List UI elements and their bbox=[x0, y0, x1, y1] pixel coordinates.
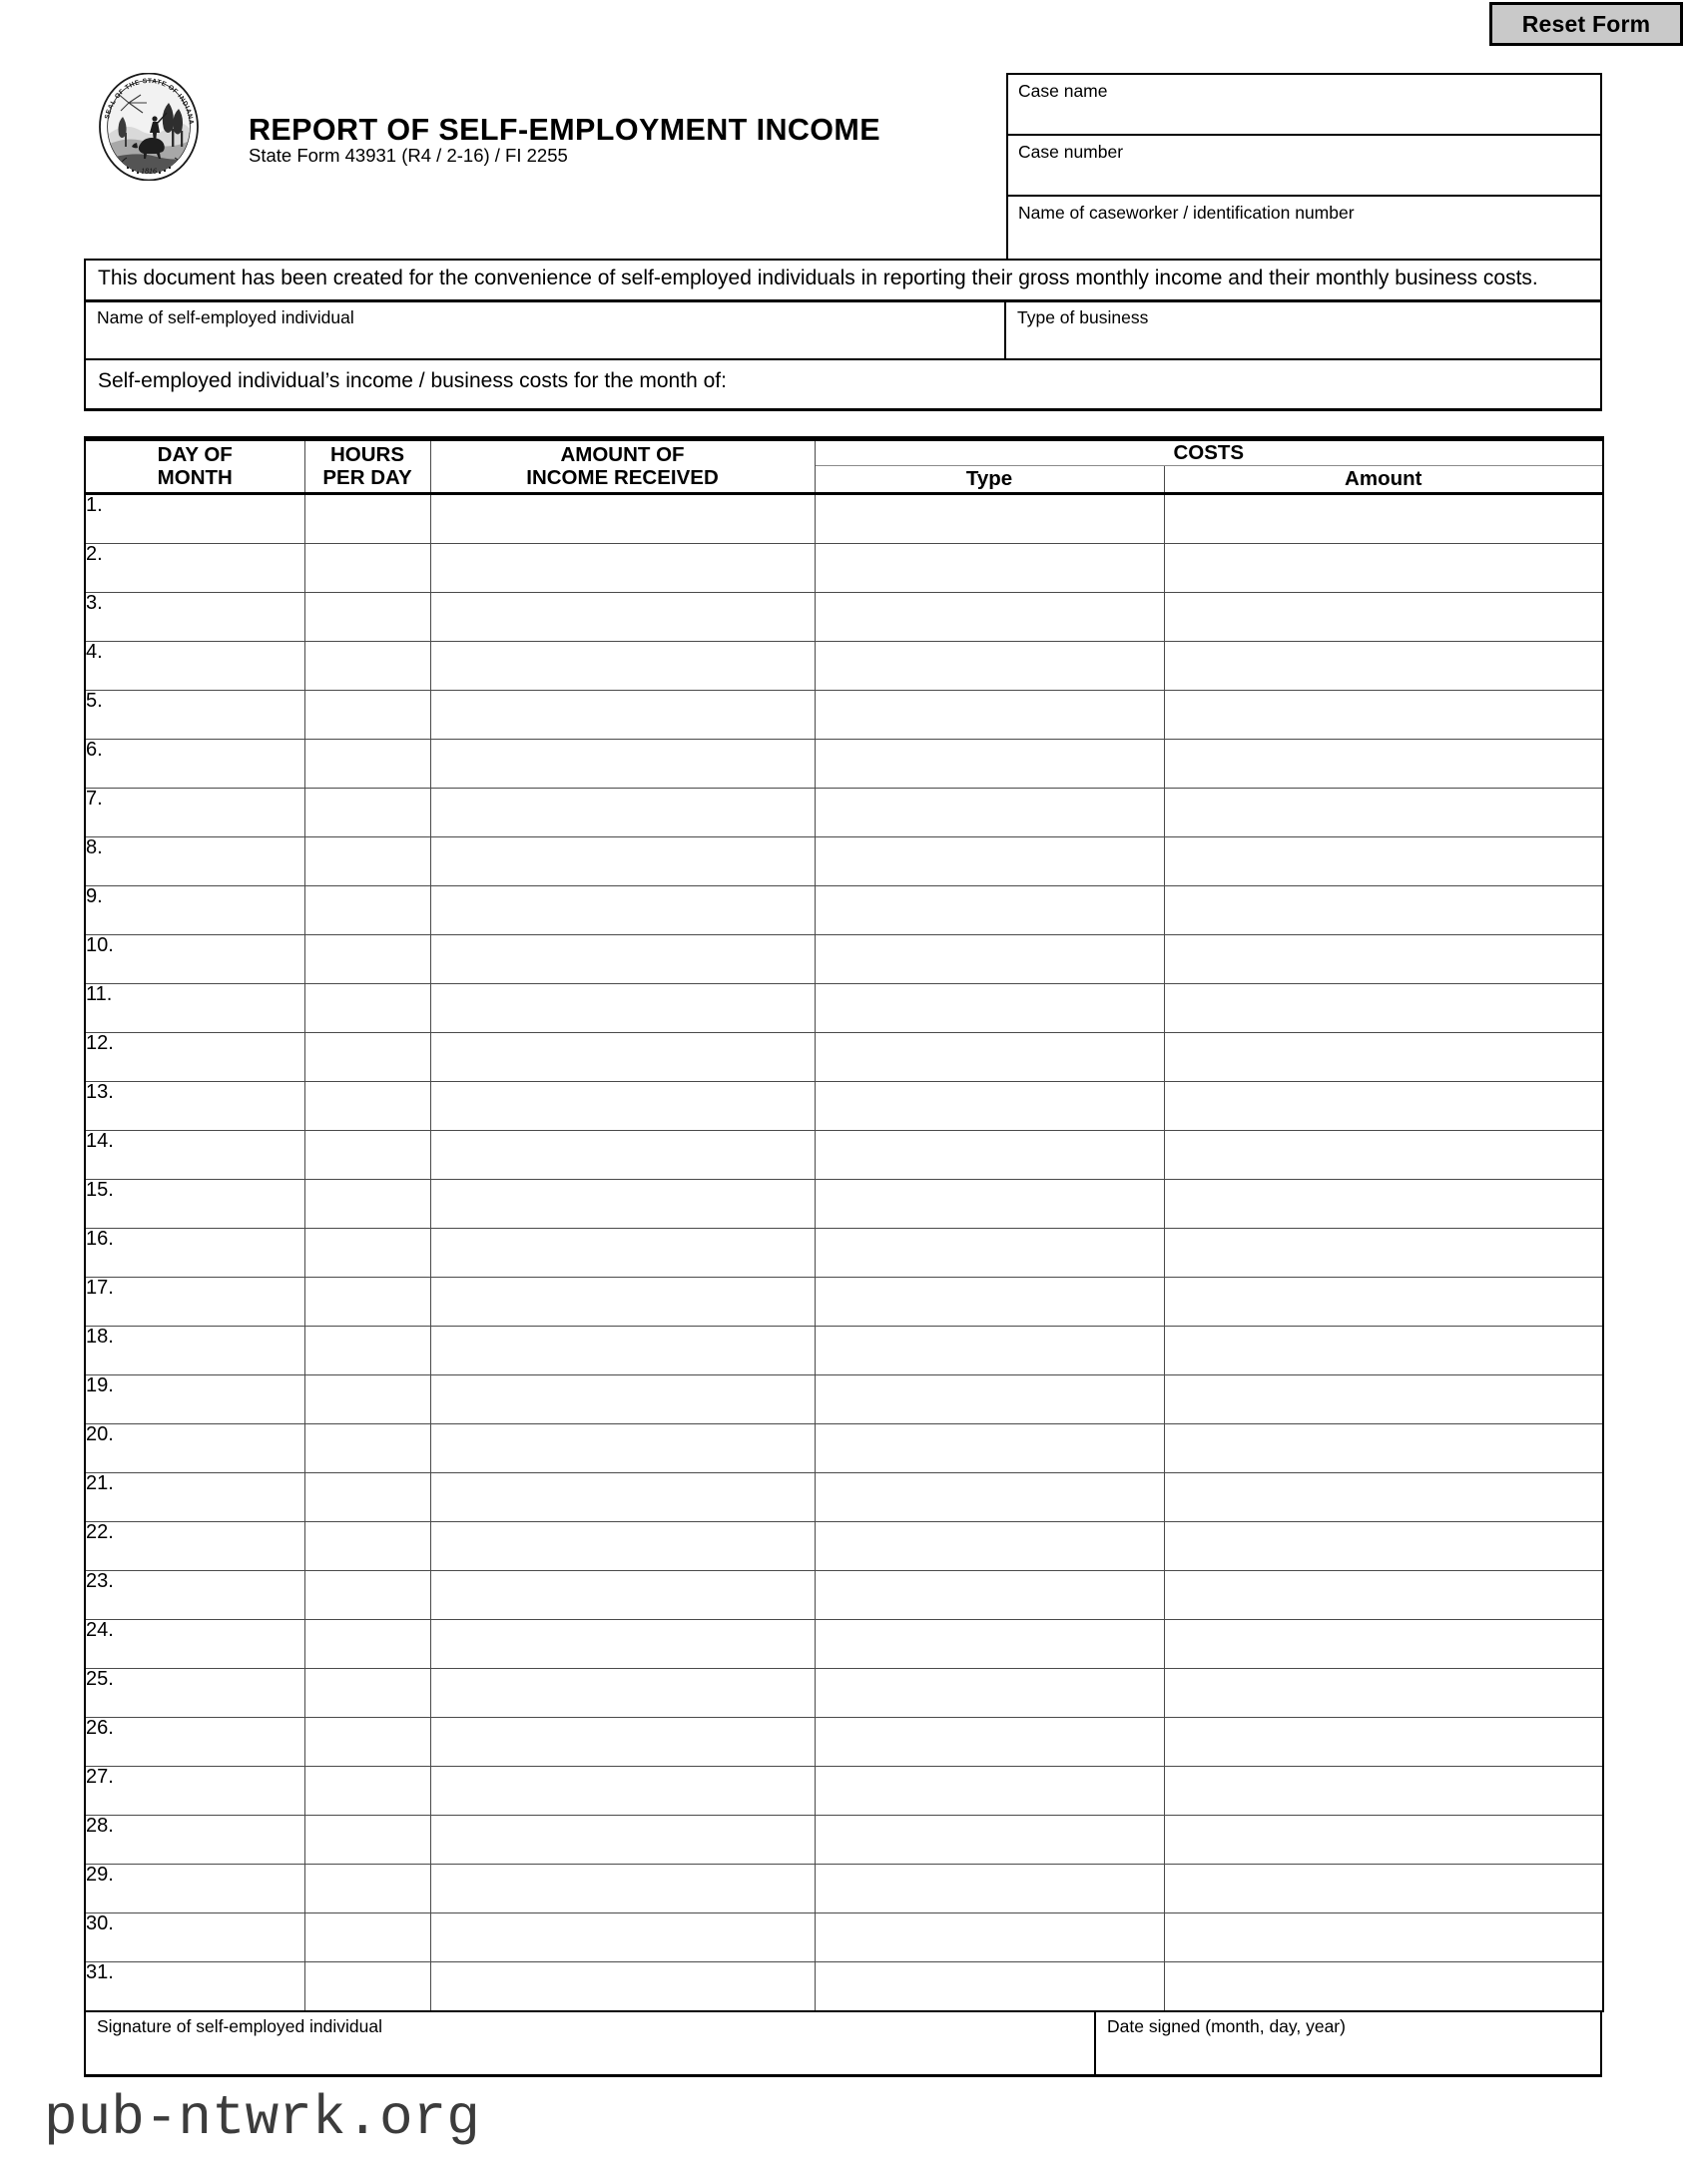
svg-text:1816: 1816 bbox=[141, 167, 157, 176]
hours-per-day-cell[interactable] bbox=[304, 1816, 430, 1865]
date-signed-field[interactable] bbox=[1096, 2011, 1600, 2074]
day-of-month-line1: DAY OF bbox=[157, 442, 233, 466]
hours-per-day-cell[interactable] bbox=[304, 1522, 430, 1571]
day-of-month-cell: 29. bbox=[85, 1865, 304, 1913]
cost-amount-cell[interactable] bbox=[1164, 1913, 1603, 1962]
hours-per-day-cell[interactable] bbox=[304, 593, 430, 642]
cost-amount-cell[interactable] bbox=[1164, 886, 1603, 935]
cost-amount-cell[interactable] bbox=[1164, 1180, 1603, 1229]
cost-amount-cell[interactable] bbox=[1164, 1131, 1603, 1180]
table-row bbox=[85, 1718, 1603, 1767]
amount-of-income-cell[interactable] bbox=[430, 1620, 815, 1669]
table-row bbox=[85, 593, 1603, 642]
cost-amount-cell[interactable] bbox=[1164, 837, 1603, 886]
amount-of-income-cell[interactable] bbox=[430, 1571, 815, 1620]
day-of-month-cell: 20. bbox=[85, 1424, 304, 1473]
cost-amount-cell[interactable] bbox=[1164, 1865, 1603, 1913]
amount-of-income-cell[interactable] bbox=[430, 1473, 815, 1522]
table-row bbox=[85, 642, 1603, 691]
type-of-business-label: Type of business bbox=[1017, 307, 1149, 328]
amount-of-income-cell[interactable] bbox=[430, 1913, 815, 1962]
hours-per-day-cell[interactable] bbox=[304, 1229, 430, 1278]
cost-amount-cell[interactable] bbox=[1164, 935, 1603, 984]
day-of-month-cell: 3. bbox=[85, 593, 304, 642]
amount-of-income-cell[interactable] bbox=[430, 1327, 815, 1375]
amount-of-income-cell[interactable] bbox=[430, 1522, 815, 1571]
day-of-month-cell: 24. bbox=[85, 1620, 304, 1669]
name-business-row bbox=[86, 302, 1600, 360]
cost-type-cell[interactable] bbox=[815, 1424, 1164, 1473]
reset-form-button[interactable] bbox=[1489, 2, 1683, 46]
table-row bbox=[85, 1424, 1603, 1473]
page-title: REPORT OF SELF-EMPLOYMENT INCOME bbox=[249, 113, 880, 147]
hours-per-day-line1: HOURS bbox=[329, 442, 405, 466]
amount-of-income-cell[interactable] bbox=[430, 494, 815, 544]
amount-of-income-cell[interactable] bbox=[430, 1229, 815, 1278]
cost-amount-cell[interactable] bbox=[1164, 1620, 1603, 1669]
day-of-month-cell: 17. bbox=[85, 1278, 304, 1327]
cost-amount-cell[interactable] bbox=[1164, 1229, 1603, 1278]
cost-amount-cell[interactable] bbox=[1164, 691, 1603, 740]
day-of-month-cell: 31. bbox=[85, 1962, 304, 2012]
table-row bbox=[85, 1327, 1603, 1375]
cost-type-cell[interactable] bbox=[815, 1865, 1164, 1913]
cost-amount-cell[interactable] bbox=[1164, 1816, 1603, 1865]
day-of-month-cell: 13. bbox=[85, 1082, 304, 1131]
column-header-costs-amount: Amount bbox=[1164, 466, 1603, 494]
day-of-month-cell: 22. bbox=[85, 1522, 304, 1571]
hours-per-day-cell[interactable] bbox=[304, 1327, 430, 1375]
cost-type-cell[interactable] bbox=[815, 740, 1164, 789]
case-info-box bbox=[1006, 73, 1602, 259]
hours-per-day-cell[interactable] bbox=[304, 1718, 430, 1767]
day-of-month-cell: 10. bbox=[85, 935, 304, 984]
cost-amount-cell[interactable] bbox=[1164, 1278, 1603, 1327]
table-row bbox=[85, 935, 1603, 984]
month-of-label: Self-employed individual’s income / business costs for the month of: bbox=[98, 369, 727, 393]
amount-of-income-cell[interactable] bbox=[430, 1180, 815, 1229]
table-row bbox=[85, 1962, 1603, 2012]
cost-amount-cell[interactable] bbox=[1164, 1522, 1603, 1571]
hours-per-day-cell[interactable] bbox=[304, 886, 430, 935]
case-number-label: Case number bbox=[1018, 142, 1124, 162]
amount-of-income-cell[interactable] bbox=[430, 1375, 815, 1424]
hours-per-day-line2: PER DAY bbox=[322, 465, 412, 489]
case-name-label: Case name bbox=[1018, 81, 1108, 101]
cost-type-cell[interactable] bbox=[815, 1229, 1164, 1278]
income-received-line2: INCOME RECEIVED bbox=[526, 465, 719, 489]
name-of-individual-field[interactable] bbox=[86, 302, 1006, 358]
day-of-month-cell: 1. bbox=[85, 494, 304, 544]
cost-amount-cell[interactable] bbox=[1164, 789, 1603, 837]
table-row bbox=[85, 984, 1603, 1033]
table-row bbox=[85, 1620, 1603, 1669]
day-of-month-cell: 21. bbox=[85, 1473, 304, 1522]
day-of-month-cell: 26. bbox=[85, 1718, 304, 1767]
amount-of-income-cell[interactable] bbox=[430, 1669, 815, 1718]
amount-of-income-cell[interactable] bbox=[430, 593, 815, 642]
cost-amount-cell[interactable] bbox=[1164, 1424, 1603, 1473]
cost-amount-cell[interactable] bbox=[1164, 1718, 1603, 1767]
indiana-state-seal-icon bbox=[95, 73, 203, 181]
month-of-field[interactable] bbox=[86, 360, 1600, 408]
amount-of-income-cell[interactable] bbox=[430, 1424, 815, 1473]
hours-per-day-cell[interactable] bbox=[304, 1669, 430, 1718]
day-of-month-cell: 15. bbox=[85, 1180, 304, 1229]
cost-amount-cell[interactable] bbox=[1164, 593, 1603, 642]
table-row bbox=[85, 1229, 1603, 1278]
table-row bbox=[85, 837, 1603, 886]
amount-of-income-cell[interactable] bbox=[430, 1767, 815, 1816]
column-header-costs: COSTS bbox=[815, 439, 1603, 466]
amount-of-income-cell[interactable] bbox=[430, 544, 815, 593]
table-row bbox=[85, 886, 1603, 935]
cost-type-cell[interactable] bbox=[815, 1718, 1164, 1767]
cost-type-cell[interactable] bbox=[815, 1131, 1164, 1180]
signature-label: Signature of self-employed individual bbox=[97, 2016, 382, 2036]
amount-of-income-cell[interactable] bbox=[430, 1033, 815, 1082]
amount-of-income-cell[interactable] bbox=[430, 740, 815, 789]
signature-section bbox=[84, 2011, 1602, 2077]
day-of-month-cell: 2. bbox=[85, 544, 304, 593]
column-header-hours-per-day bbox=[304, 439, 430, 494]
hours-per-day-cell[interactable] bbox=[304, 1865, 430, 1913]
cost-type-cell[interactable] bbox=[815, 691, 1164, 740]
day-of-month-cell: 19. bbox=[85, 1375, 304, 1424]
hours-per-day-cell[interactable] bbox=[304, 642, 430, 691]
table-row bbox=[85, 1522, 1603, 1571]
hours-per-day-cell[interactable] bbox=[304, 1571, 430, 1620]
cost-type-cell[interactable] bbox=[815, 1375, 1164, 1424]
cost-type-cell[interactable] bbox=[815, 1767, 1164, 1816]
intro-section bbox=[84, 259, 1602, 411]
cost-type-cell[interactable] bbox=[815, 1816, 1164, 1865]
table-row bbox=[85, 1669, 1603, 1718]
table-row bbox=[85, 789, 1603, 837]
amount-of-income-cell[interactable] bbox=[430, 691, 815, 740]
case-number-field[interactable] bbox=[1008, 136, 1600, 197]
hours-per-day-cell[interactable] bbox=[304, 1473, 430, 1522]
amount-of-income-cell[interactable] bbox=[430, 984, 815, 1033]
cost-type-cell[interactable] bbox=[815, 544, 1164, 593]
type-of-business-field[interactable] bbox=[1006, 302, 1600, 358]
hours-per-day-cell[interactable] bbox=[304, 837, 430, 886]
day-of-month-cell: 12. bbox=[85, 1033, 304, 1082]
day-of-month-cell: 7. bbox=[85, 789, 304, 837]
hours-per-day-cell[interactable] bbox=[304, 935, 430, 984]
table-row bbox=[85, 1082, 1603, 1131]
table-row bbox=[85, 1913, 1603, 1962]
cost-type-cell[interactable] bbox=[815, 1620, 1164, 1669]
day-of-month-cell: 27. bbox=[85, 1767, 304, 1816]
cost-type-cell[interactable] bbox=[815, 1473, 1164, 1522]
cost-amount-cell[interactable] bbox=[1164, 494, 1603, 544]
hours-per-day-cell[interactable] bbox=[304, 1278, 430, 1327]
table-body bbox=[85, 494, 1603, 2012]
cost-type-cell[interactable] bbox=[815, 1327, 1164, 1375]
day-of-month-cell: 5. bbox=[85, 691, 304, 740]
hours-per-day-cell[interactable] bbox=[304, 1767, 430, 1816]
cost-type-cell[interactable] bbox=[815, 886, 1164, 935]
amount-of-income-cell[interactable] bbox=[430, 1082, 815, 1131]
amount-of-income-cell[interactable] bbox=[430, 1816, 815, 1865]
hours-per-day-cell[interactable] bbox=[304, 1033, 430, 1082]
hours-per-day-cell[interactable] bbox=[304, 1424, 430, 1473]
cost-type-cell[interactable] bbox=[815, 984, 1164, 1033]
table-row bbox=[85, 1033, 1603, 1082]
cost-type-cell[interactable] bbox=[815, 789, 1164, 837]
cost-type-cell[interactable] bbox=[815, 494, 1164, 544]
hours-per-day-cell[interactable] bbox=[304, 1082, 430, 1131]
table-row bbox=[85, 1473, 1603, 1522]
cost-amount-cell[interactable] bbox=[1164, 1327, 1603, 1375]
table-row bbox=[85, 1571, 1603, 1620]
hours-per-day-cell[interactable] bbox=[304, 1913, 430, 1962]
day-of-month-cell: 8. bbox=[85, 837, 304, 886]
income-costs-table bbox=[84, 436, 1604, 2012]
case-name-field[interactable] bbox=[1008, 75, 1600, 136]
amount-of-income-cell[interactable] bbox=[430, 1278, 815, 1327]
cost-type-cell[interactable] bbox=[815, 1522, 1164, 1571]
cost-amount-cell[interactable] bbox=[1164, 740, 1603, 789]
hours-per-day-cell[interactable] bbox=[304, 740, 430, 789]
table-row bbox=[85, 1131, 1603, 1180]
day-of-month-cell: 23. bbox=[85, 1571, 304, 1620]
cost-amount-cell[interactable] bbox=[1164, 1571, 1603, 1620]
cost-type-cell[interactable] bbox=[815, 1913, 1164, 1962]
hours-per-day-cell[interactable] bbox=[304, 544, 430, 593]
table-row bbox=[85, 1816, 1603, 1865]
cost-amount-cell[interactable] bbox=[1164, 544, 1603, 593]
table-row bbox=[85, 691, 1603, 740]
day-of-month-cell: 4. bbox=[85, 642, 304, 691]
day-of-month-line2: MONTH bbox=[157, 465, 233, 489]
cost-type-cell[interactable] bbox=[815, 1180, 1164, 1229]
hours-per-day-cell[interactable] bbox=[304, 1620, 430, 1669]
cost-type-cell[interactable] bbox=[815, 1278, 1164, 1327]
reset-form-label: Reset Form bbox=[1521, 10, 1651, 37]
cost-type-cell[interactable] bbox=[815, 1571, 1164, 1620]
table-row bbox=[85, 1375, 1603, 1424]
intro-paragraph: This document has been created for the convenience of self-employed individuals in reporting their gross monthly income and their monthly business costs. bbox=[86, 261, 1600, 302]
column-header-amount-of-income-received bbox=[430, 439, 815, 494]
hours-per-day-cell[interactable] bbox=[304, 1131, 430, 1180]
table-row bbox=[85, 544, 1603, 593]
cost-amount-cell[interactable] bbox=[1164, 1669, 1603, 1718]
cost-type-cell[interactable] bbox=[815, 642, 1164, 691]
day-of-month-cell: 11. bbox=[85, 984, 304, 1033]
hours-per-day-cell[interactable] bbox=[304, 984, 430, 1033]
cost-amount-cell[interactable] bbox=[1164, 642, 1603, 691]
amount-of-income-cell[interactable] bbox=[430, 1962, 815, 2012]
day-of-month-cell: 6. bbox=[85, 740, 304, 789]
hours-per-day-cell[interactable] bbox=[304, 789, 430, 837]
date-signed-label: Date signed (month, day, year) bbox=[1107, 2016, 1346, 2036]
cost-amount-cell[interactable] bbox=[1164, 1082, 1603, 1131]
amount-of-income-cell[interactable] bbox=[430, 1718, 815, 1767]
hours-per-day-cell[interactable] bbox=[304, 691, 430, 740]
cost-type-cell[interactable] bbox=[815, 1669, 1164, 1718]
cost-amount-cell[interactable] bbox=[1164, 1962, 1603, 2012]
cost-type-cell[interactable] bbox=[815, 593, 1164, 642]
table-row bbox=[85, 1865, 1603, 1913]
amount-of-income-cell[interactable] bbox=[430, 886, 815, 935]
form-number-subtitle: State Form 43931 (R4 / 2-16) / FI 2255 bbox=[249, 145, 568, 166]
day-of-month-cell: 28. bbox=[85, 1816, 304, 1865]
day-of-month-cell: 9. bbox=[85, 886, 304, 935]
amount-of-income-cell[interactable] bbox=[430, 642, 815, 691]
cost-type-cell[interactable] bbox=[815, 1033, 1164, 1082]
amount-of-income-cell[interactable] bbox=[430, 789, 815, 837]
cost-amount-cell[interactable] bbox=[1164, 984, 1603, 1033]
day-of-month-cell: 25. bbox=[85, 1669, 304, 1718]
cost-type-cell[interactable] bbox=[815, 837, 1164, 886]
day-of-month-cell: 14. bbox=[85, 1131, 304, 1180]
cost-type-cell[interactable] bbox=[815, 935, 1164, 984]
table-row bbox=[85, 740, 1603, 789]
table-row bbox=[85, 1278, 1603, 1327]
column-header-day-of-month bbox=[85, 439, 304, 494]
caseworker-label: Name of caseworker / identification number bbox=[1018, 203, 1355, 223]
cost-amount-cell[interactable] bbox=[1164, 1375, 1603, 1424]
amount-of-income-cell[interactable] bbox=[430, 935, 815, 984]
cost-type-cell[interactable] bbox=[815, 1082, 1164, 1131]
table-header bbox=[85, 439, 1603, 494]
day-of-month-cell: 16. bbox=[85, 1229, 304, 1278]
table-row bbox=[85, 494, 1603, 544]
day-of-month-cell: 30. bbox=[85, 1913, 304, 1962]
hours-per-day-cell[interactable] bbox=[304, 1962, 430, 2012]
hours-per-day-cell[interactable] bbox=[304, 494, 430, 544]
hours-per-day-cell[interactable] bbox=[304, 1375, 430, 1424]
svg-text:SEAL OF THE STATE OF INDIANA: SEAL OF THE STATE OF INDIANA bbox=[103, 77, 195, 126]
cost-type-cell[interactable] bbox=[815, 1962, 1164, 2012]
amount-of-income-cell[interactable] bbox=[430, 837, 815, 886]
table-row bbox=[85, 1767, 1603, 1816]
hours-per-day-cell[interactable] bbox=[304, 1180, 430, 1229]
name-of-individual-label: Name of self-employed individual bbox=[97, 307, 354, 328]
cost-amount-cell[interactable] bbox=[1164, 1033, 1603, 1082]
cost-amount-cell[interactable] bbox=[1164, 1767, 1603, 1816]
day-of-month-cell: 18. bbox=[85, 1327, 304, 1375]
amount-of-income-cell[interactable] bbox=[430, 1865, 815, 1913]
caseworker-field[interactable] bbox=[1008, 197, 1600, 259]
signature-field[interactable] bbox=[86, 2011, 1096, 2074]
cost-amount-cell[interactable] bbox=[1164, 1473, 1603, 1522]
table-row bbox=[85, 1180, 1603, 1229]
income-received-line1: AMOUNT OF bbox=[560, 442, 685, 466]
watermark-text: pub-ntwrk.org bbox=[44, 2086, 480, 2150]
amount-of-income-cell[interactable] bbox=[430, 1131, 815, 1180]
column-header-costs-type: Type bbox=[815, 466, 1164, 494]
